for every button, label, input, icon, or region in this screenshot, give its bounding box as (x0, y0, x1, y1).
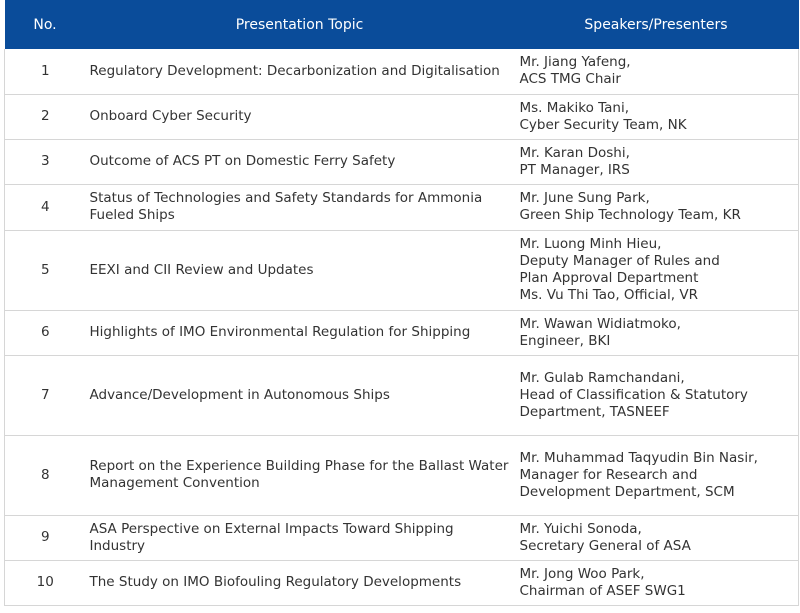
table-row (5, 49, 799, 94)
row-number: 10 (5, 560, 86, 605)
presentation-table (4, 0, 799, 606)
table-row (5, 184, 799, 230)
row-speakers: Mr. Gulab Ramchandani, Head of Classification & Statutory Department, TASNEEF (514, 355, 799, 435)
row-topic: The Study on IMO Biofouling Regulatory Developments (86, 560, 514, 605)
row-topic: Highlights of IMO Environmental Regulation for Shipping (86, 310, 514, 355)
table-body (5, 49, 799, 605)
header-speakers: Speakers/Presenters (584, 16, 728, 33)
row-speakers: Mr. June Sung Park, Green Ship Technology Team, KR (514, 184, 799, 230)
row-number: 9 (5, 515, 86, 560)
table-row (5, 230, 799, 310)
row-number: 2 (5, 94, 86, 139)
table-row (5, 310, 799, 355)
table-row (5, 355, 799, 435)
row-number: 3 (5, 139, 86, 184)
row-topic: ASA Perspective on External Impacts Toward Shipping Industry (86, 515, 514, 560)
row-speakers: Mr. Luong Minh Hieu, Deputy Manager of Rules and Plan Approval Department Ms. Vu Thi Tao, Official, VR (514, 230, 799, 310)
row-topic: Advance/Development in Autonomous Ships (86, 355, 514, 435)
row-topic: EEXI and CII Review and Updates (86, 230, 514, 310)
table-header (5, 0, 799, 49)
row-number: 5 (5, 230, 86, 310)
row-speakers: Mr. Karan Doshi, PT Manager, IRS (514, 139, 799, 184)
row-number: 1 (5, 49, 86, 94)
row-number: 6 (5, 310, 86, 355)
row-number: 4 (5, 184, 86, 230)
table-row (5, 94, 799, 139)
row-number: 7 (5, 355, 86, 435)
row-speakers: Mr. Jiang Yafeng, ACS TMG Chair (514, 49, 799, 94)
table-row (5, 139, 799, 184)
header-row (5, 0, 799, 49)
row-speakers: Mr. Yuichi Sonoda, Secretary General of ASA (514, 515, 799, 560)
row-speakers: Ms. Makiko Tani, Cyber Security Team, NK (514, 94, 799, 139)
row-topic: Report on the Experience Building Phase for the Ballast Water Management Convention (86, 435, 514, 515)
row-topic: Status of Technologies and Safety Standards for Ammonia Fueled Ships (86, 184, 514, 230)
table-row (5, 435, 799, 515)
table-row (5, 515, 799, 560)
row-speakers: Mr. Jong Woo Park, Chairman of ASEF SWG1 (514, 560, 799, 605)
row-number: 8 (5, 435, 86, 515)
row-topic: Outcome of ACS PT on Domestic Ferry Safety (86, 139, 514, 184)
row-topic: Onboard Cyber Security (86, 94, 514, 139)
row-speakers: Mr. Muhammad Taqyudin Bin Nasir, Manager for Research and Development Department, SCM (514, 435, 799, 515)
table-row (5, 560, 799, 605)
header-topic: Presentation Topic (235, 16, 364, 33)
row-speakers: Mr. Wawan Widiatmoko, Engineer, BKI (514, 310, 799, 355)
row-topic: Regulatory Development: Decarbonization and Digitalisation (86, 49, 514, 94)
header-no: No. (33, 16, 57, 33)
